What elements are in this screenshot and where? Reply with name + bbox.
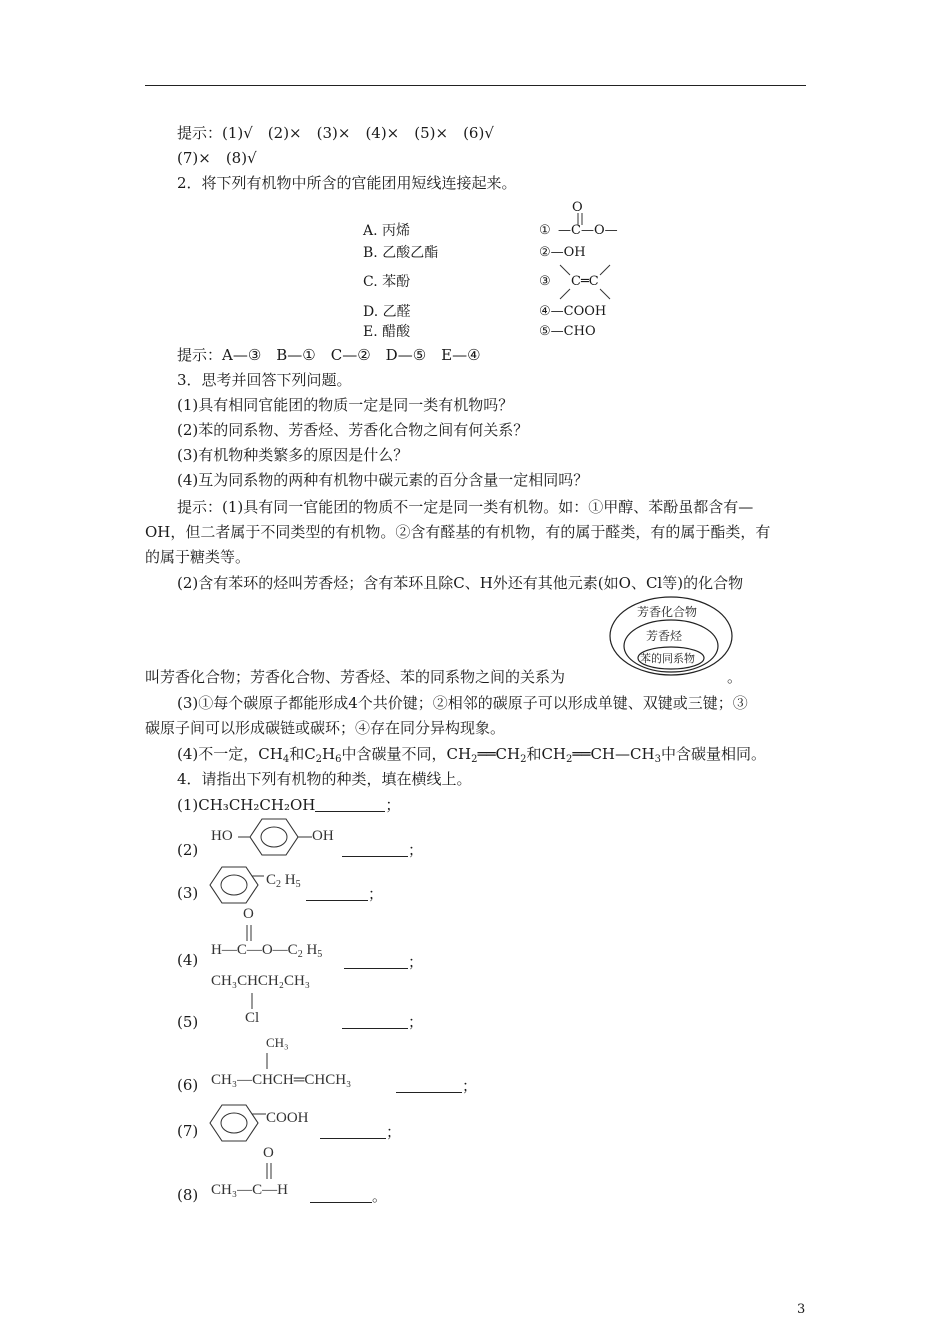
q1-hint-line2: (7)× (8)√ bbox=[177, 149, 257, 167]
group1-number: ① bbox=[539, 223, 551, 238]
f8-double-bond bbox=[264, 1163, 274, 1179]
q4-label-5: (5) bbox=[177, 1013, 199, 1031]
f2-oh: OH bbox=[312, 828, 334, 844]
compound-d: D. 乙醛 bbox=[363, 304, 411, 320]
q3-answer2-line1: (2)含有苯环的烃叫芳香烃；含有苯环且除C、H外还有其他元素(如O、Cl等)的化合物 bbox=[177, 574, 744, 592]
q3-answer2-line2: 叫芳香化合物；芳香化合物、芳香烃、苯的同系物之间的关系为 bbox=[145, 668, 566, 686]
q3-prompt: 3．思考并回答下列问题。 bbox=[177, 371, 352, 389]
q4-blank-2: ； bbox=[342, 840, 423, 860]
header-rule bbox=[145, 85, 806, 86]
group4: ④—COOH bbox=[539, 304, 607, 319]
compound-a: A. 丙烯 bbox=[363, 223, 411, 239]
group3-formula: C═C bbox=[571, 274, 599, 289]
q3-answer3-line2: 碳原子间可以形成碳链或碳环；④存在同分异构现象。 bbox=[145, 719, 506, 737]
q4-prompt: 4．请指出下列有机物的种类，填在横线上。 bbox=[177, 770, 472, 788]
f4-formula: $H—C—O—C_2$ $H_5$ bbox=[211, 942, 323, 960]
f7-carboxyl: COOH bbox=[266, 1110, 309, 1126]
q1-hint-line1: 提示：(1)√ (2)× (3)× (4)× (5)× (6)√ bbox=[177, 124, 494, 142]
q3-answer4: (4)不一定，$CH_4$和$C_2H_6$中含碳量不同，$CH_2══CH_2$和$CH_2══CH—CH_3$中含碳量相同。 bbox=[177, 745, 766, 765]
compound-e: E. 醋酸 bbox=[363, 324, 411, 340]
q3-answer1-line1: 提示：(1)具有同一官能团的物质不一定是同一类有机物。如：①甲醇、苯酚虽都含有— bbox=[177, 498, 754, 516]
q4-blank-5: ； bbox=[342, 1012, 423, 1032]
group1-oxygen: O bbox=[572, 200, 583, 215]
f6-bond bbox=[265, 1053, 271, 1069]
group1-formula: —C—O— bbox=[558, 223, 618, 238]
venn-inner-label: 苯的同系物 bbox=[640, 652, 695, 665]
f3-benzene-ring-icon bbox=[208, 864, 266, 906]
f2-benzene-ring-icon bbox=[238, 816, 314, 858]
f8-formula: CH₃—C—H bbox=[211, 1182, 288, 1198]
q4-label-4: (4) bbox=[177, 951, 199, 969]
q4-item1: (1)CH₃CH₂CH₂OH ； bbox=[177, 796, 401, 814]
f8-oxygen: O bbox=[263, 1145, 274, 1161]
q3-sub2: (2)苯的同系物、芳香烃、芳香化合物之间有何关系？ bbox=[177, 421, 529, 439]
q4-label-8: (8) bbox=[177, 1186, 199, 1204]
q4-blank-8: 。 bbox=[310, 1186, 387, 1206]
compound-c: C. 苯酚 bbox=[363, 274, 411, 290]
f4-double-bond bbox=[244, 925, 254, 941]
q3-sub4: (4)互为同系物的两种有机物中碳元素的百分含量一定相同吗？ bbox=[177, 471, 589, 489]
f5-chain: CH₃CHCH₂CH₃ bbox=[211, 973, 311, 989]
q4-label-7: (7) bbox=[177, 1122, 199, 1140]
q2-prompt: 2．将下列有机物中所含的官能团用短线连接起来。 bbox=[177, 174, 517, 192]
venn-outer-label: 芳香化合物 bbox=[637, 605, 698, 619]
f4-oxygen: O bbox=[243, 906, 254, 922]
venn-middle-label: 芳香烃 bbox=[646, 629, 683, 643]
f7-benzene-ring-icon bbox=[208, 1102, 268, 1144]
q3-sub1: (1)具有相同官能团的物质一定是同一类有机物吗？ bbox=[177, 396, 514, 414]
compound-b: B. 乙酸乙酯 bbox=[363, 245, 439, 261]
f6-main-chain: CH₃—CHCH═CHCH₃ bbox=[211, 1072, 352, 1088]
f5-chlorine: Cl bbox=[245, 1010, 260, 1026]
q3-answer1-line2: OH，但二者属于不同类型的有机物。②含有醛基的有机物，有的属于醛类，有的属于酯类，有 bbox=[145, 523, 771, 541]
q4-blank-4: ； bbox=[344, 952, 423, 972]
group2: ②—OH bbox=[539, 245, 586, 260]
q4-blank-7: ； bbox=[320, 1122, 401, 1142]
q4-label-2: (2) bbox=[177, 841, 199, 859]
group5: ⑤—CHO bbox=[539, 324, 596, 339]
group3-number: ③ bbox=[539, 274, 551, 289]
f2-ho: HO bbox=[211, 828, 233, 844]
f5-bond bbox=[250, 993, 256, 1009]
q4-blank-6: ； bbox=[396, 1076, 477, 1096]
q2-hint: 提示：A—③ B—① C—② D—⑤ E—④ bbox=[177, 346, 481, 364]
q3-answer3-line1: (3)①每个碳原子都能形成4个共价键；②相邻的碳原子可以形成单键、双键或三键；③ bbox=[177, 694, 748, 712]
q4-label-6: (6) bbox=[177, 1076, 199, 1094]
q3-answer2-end: 。 bbox=[727, 668, 743, 686]
f6-methyl: CH₃ bbox=[266, 1035, 289, 1050]
f3-ethyl: $C_2$ $H_5$ bbox=[266, 872, 301, 890]
q4-label-3: (3) bbox=[177, 884, 199, 902]
q3-sub3: (3)有机物种类繁多的原因是什么？ bbox=[177, 446, 409, 464]
page-number: 3 bbox=[797, 1302, 806, 1317]
q3-answer1-line3: 的属于糖类等。 bbox=[145, 548, 251, 566]
q4-blank-3: ； bbox=[306, 884, 383, 904]
